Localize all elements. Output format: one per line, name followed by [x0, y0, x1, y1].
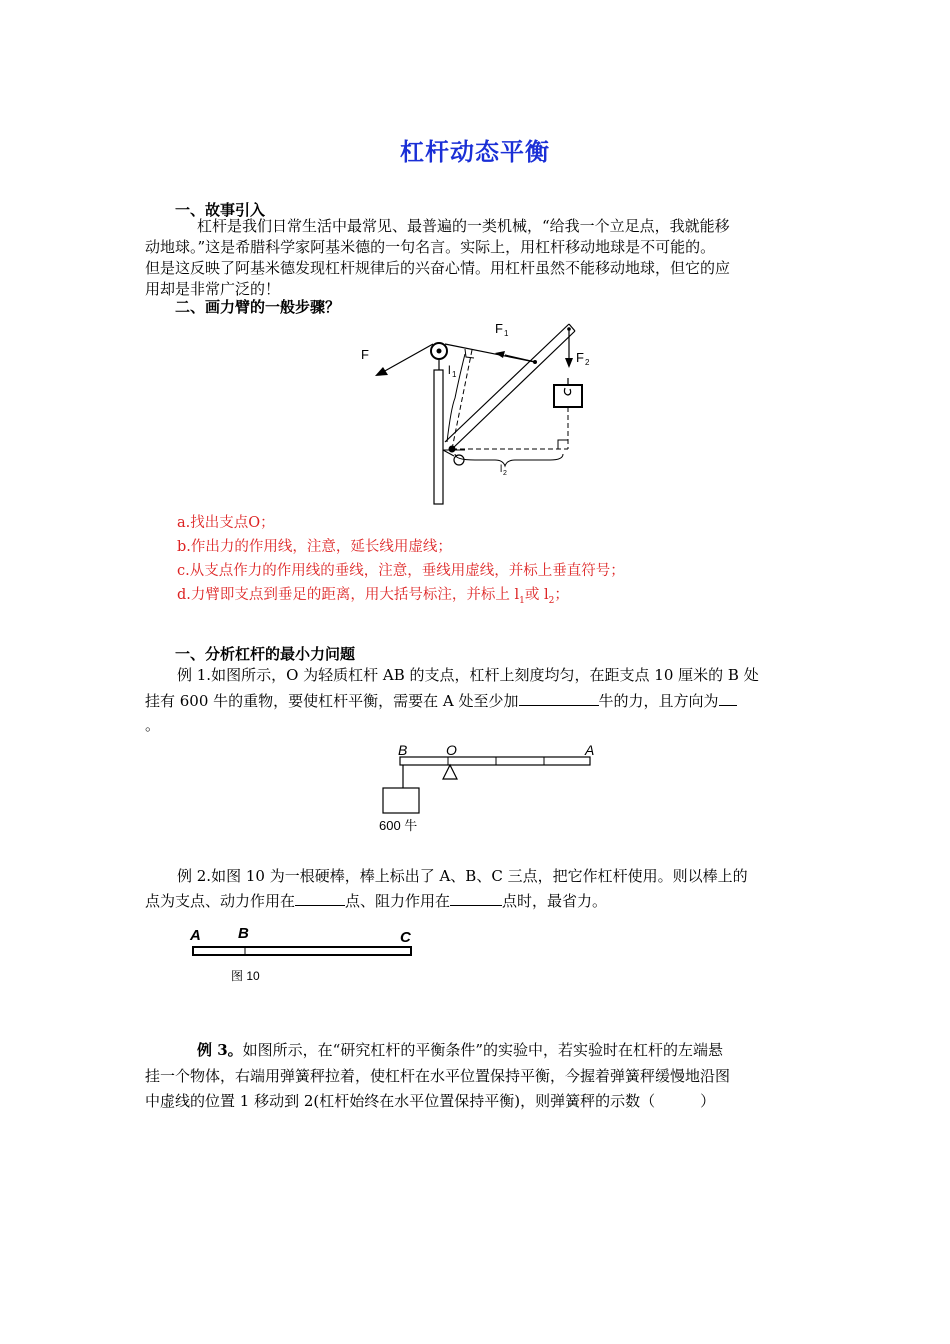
- section-heading-min-force: 一、分析杠杆的最小力问题: [175, 645, 356, 663]
- section-heading-story: 一、故事引入: [175, 201, 266, 219]
- label-F: F: [361, 347, 369, 362]
- ex1-weight-label: 600 牛: [379, 818, 418, 833]
- force-F-arrow: [383, 344, 433, 372]
- step-b: b.作出力的作用线，注意，延长线用虚线；: [177, 539, 452, 555]
- step-a: a.找出支点O；: [177, 515, 275, 531]
- svg-text:O: O: [446, 742, 457, 758]
- ex1-line-2: 挂有 600 牛的重物，要使杠杆平衡，需要在 A 处至少加 牛的力，且方向为: [145, 691, 815, 712]
- lever-force-arm-figure: [355, 318, 605, 508]
- story-line-4: 用却是非常广泛的！: [145, 280, 281, 298]
- ex2-blank-effort[interactable]: [295, 891, 345, 906]
- page-title: 杠杆动态平衡: [400, 137, 550, 166]
- ex3-line-1: 例 3。如图所示，在“研究杠杆的平衡条件”的实验中，若实验时在杠杆的左端悬: [197, 1041, 724, 1059]
- label-F2: F: [576, 350, 584, 365]
- ex2-blank-load[interactable]: [450, 891, 502, 906]
- ex2-rod-figure: [185, 922, 420, 987]
- step-c: c.从支点作力的作用线的垂线，注意，垂线用虚线，并标上垂直符号；: [177, 563, 625, 579]
- ex1-line-3: 。: [145, 716, 161, 734]
- story-line-2: 动地球。”这是希腊科学家阿基米德的一句名言。实际上，用杠杆移动地球是不可能的。: [145, 238, 716, 256]
- ex1-line-1: 例 1.如图所示，O 为轻质杠杆 AB 的支点，杠杆上刻度均匀，在距支点 10 厘米的 B 处: [177, 666, 759, 684]
- svg-text:1: 1: [504, 329, 509, 338]
- svg-text:2: 2: [503, 470, 507, 477]
- label-l2: l: [500, 464, 503, 475]
- ex3-line-2: 挂一个物体，右端用弹簧秤拉着，使杠杆在水平位置保持平衡，今握着弹簧秤缓慢地沿图: [145, 1067, 731, 1085]
- ex2-rod: [193, 947, 411, 955]
- ex2-line-2: 点为支点、动力作用在 点、阻力作用在 点时，最省力。: [145, 892, 608, 910]
- svg-text:2: 2: [585, 358, 590, 367]
- svg-text:A: A: [585, 742, 595, 758]
- ex1-fulcrum: [443, 765, 457, 779]
- ex1-weight: [383, 788, 419, 813]
- ex1-blank-force[interactable]: [519, 691, 599, 706]
- label-F1: F: [495, 321, 503, 336]
- ex2-line-1: 例 2.如图 10 为一根硬棒，棒上标出了 A、B、C 三点，把它作杠杆使用。则以棒上的: [177, 867, 748, 885]
- ex1-blank-direction[interactable]: [719, 691, 737, 706]
- label-l1: l: [448, 363, 451, 377]
- story-line-1: 杠杆是我们日常生活中最常见、最普遍的一类机械，“给我一个立足点，我就能移: [197, 217, 730, 235]
- ex1-lever-bar: [400, 757, 590, 765]
- svg-text:C: C: [400, 929, 411, 946]
- section-heading-steps: 二、画力臂的一般步骤？: [175, 298, 341, 316]
- ex3-line-3: 中虚线的位置 1 移动到 2(杠杆始终在水平位置保持平衡)，则弹簧秤的示数（ ）: [145, 1092, 716, 1110]
- ex1-lever-figure: [370, 738, 610, 838]
- svg-text:B: B: [238, 925, 249, 942]
- ex2-caption: 图 10: [231, 969, 260, 983]
- lever-beam-edge: [445, 324, 569, 442]
- story-line-3: 但是这反映了阿基米德发现杠杆规律后的兴奋心情。用杠杆虽然不能移动地球，但它的应: [145, 259, 731, 277]
- svg-text:1: 1: [452, 370, 457, 379]
- weight-box: [554, 385, 582, 407]
- svg-text:B: B: [398, 742, 408, 758]
- svg-text:A: A: [190, 927, 201, 944]
- step-d: d.力臂即支点到垂足的距离，用大括号标注，并标上 $l_1$或 $l_2$；: [177, 587, 569, 606]
- wall-post: [434, 370, 443, 504]
